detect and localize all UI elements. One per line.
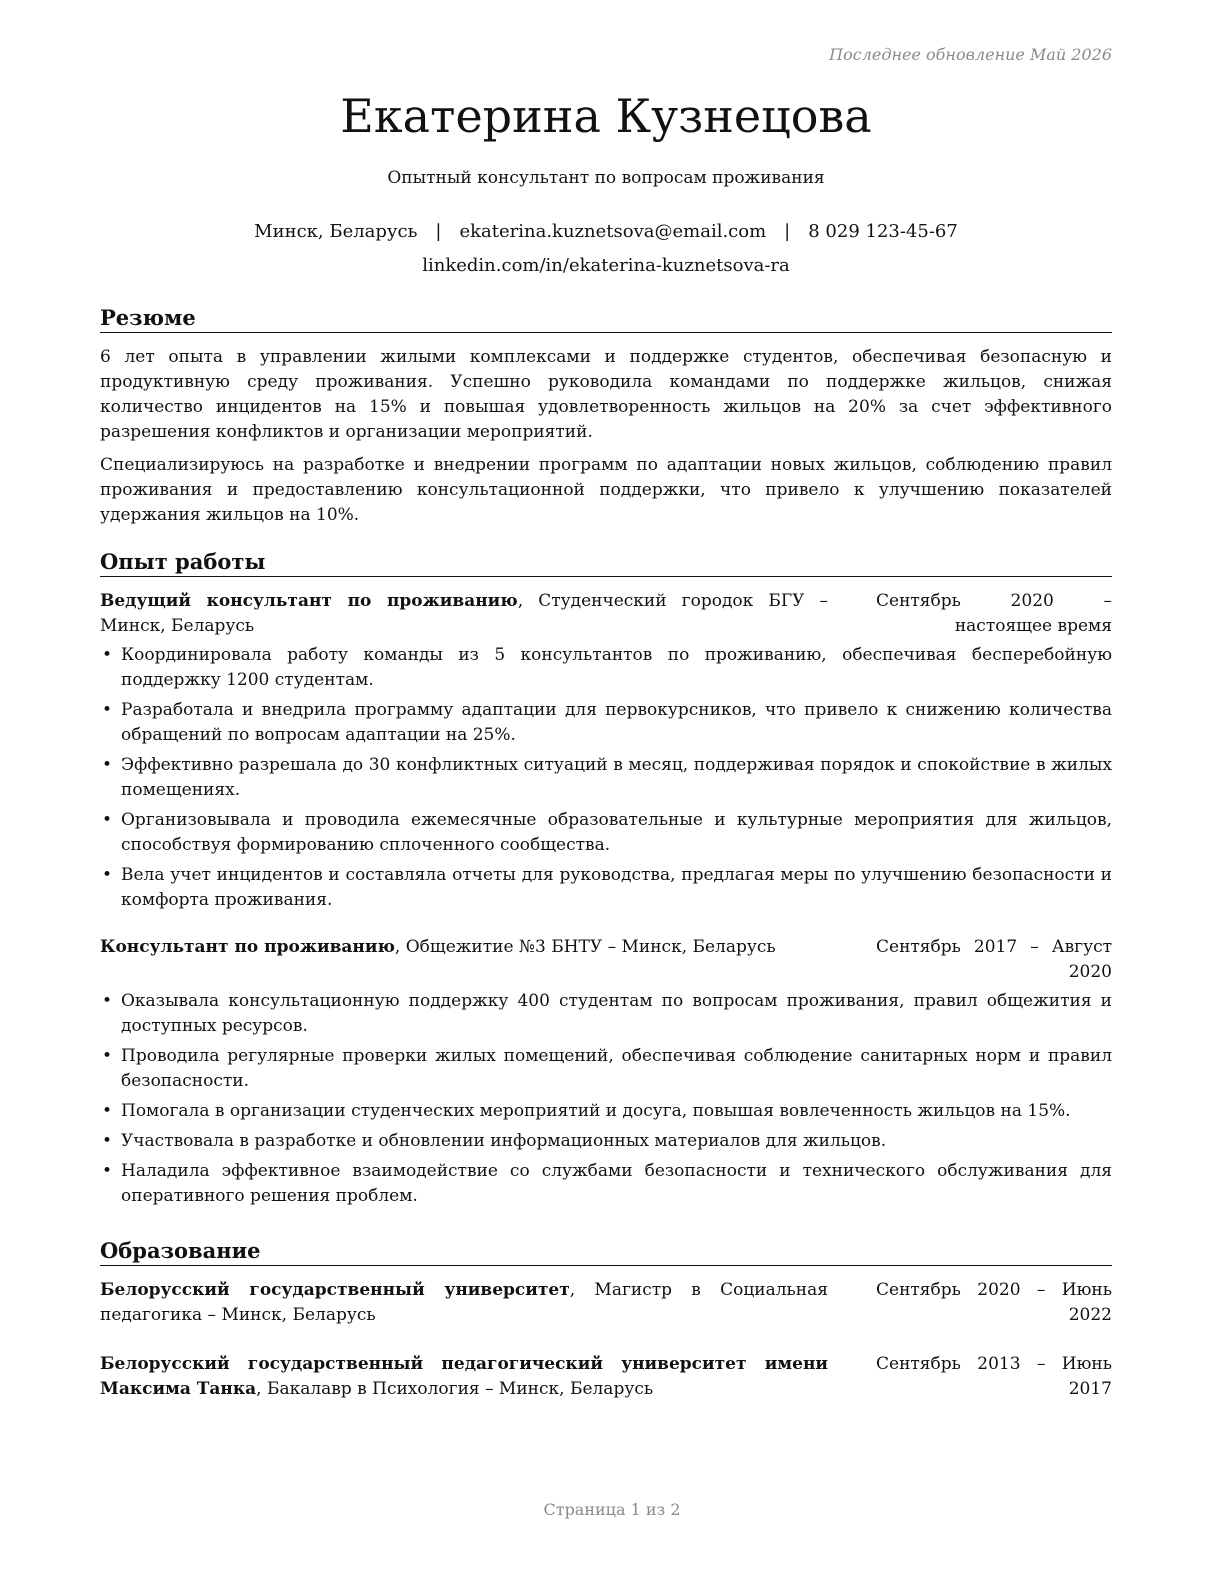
contact-separator: | [435, 221, 442, 242]
list-item [100, 1044, 1112, 1094]
bullet-icon: • [102, 1131, 113, 1151]
bullet-text: Помогала в организации студенческих мероприятий и досуга, повышая вовлеченность жильцов на 15%. [121, 1101, 1071, 1121]
education-section [100, 1237, 1112, 1402]
job-header [100, 589, 1112, 639]
list-item [100, 753, 1112, 803]
education-details: , Магистр в Социальная педагогика – Минск, Беларусь [100, 1280, 828, 1325]
job-place: , Общежитие №3 БНТУ – Минск, Беларусь [394, 937, 776, 957]
bullet-icon: • [102, 755, 113, 775]
page-number: Страница 1 из 2 [543, 1500, 681, 1519]
bullet-icon: • [102, 810, 113, 830]
candidate-name: Екатерина Кузнецова [340, 89, 872, 143]
bullet-icon: • [102, 1161, 113, 1181]
list-item [100, 1159, 1112, 1209]
list-item [100, 808, 1112, 858]
experience-title: Опыт работы [100, 548, 1112, 577]
bullet-icon: • [102, 1101, 113, 1121]
bullet-icon: • [102, 645, 113, 665]
education-institution: Белорусский государственный университет [100, 1280, 570, 1300]
list-item [100, 1099, 1112, 1124]
contact-separator: | [784, 221, 791, 242]
list-item [100, 863, 1112, 913]
education-dates: Сентябрь 2020 – Июнь 2022 [876, 1280, 1112, 1325]
job-dates: Сентябрь 2017 – Август 2020 [876, 937, 1112, 982]
summary-paragraph: 6 лет опыта в управлении жилыми комплексами и поддержке студентов, обеспечивая безопасную и продуктивную среду проживания. Успешно руководила командами по поддержке жильцов, снижая количество инцидентов на 15% и повышая удовлетворенность жильцов на 20% за счет эффективного разрешения конфликтов и организации мероприятий. [100, 347, 1112, 442]
bullet-text: Разработала и внедрила программу адаптации для первокурсников, что привело к снижению количества обращений по вопросам адаптации на 25%. [121, 700, 1112, 745]
bullet-text: Оказывала консультационную поддержку 400 студентам по вопросам проживания, правил общежития и доступных ресурсов. [121, 991, 1112, 1036]
list-item [100, 989, 1112, 1039]
contact-email[interactable]: ekaterina.kuznetsova@email.com [459, 221, 767, 242]
experience-section [100, 548, 1112, 1214]
contact-phone[interactable]: 8 029 123-45-67 [808, 221, 958, 242]
bullet-text: Эффективно разрешала до 30 конфликтных ситуаций в месяц, поддерживая порядок и спокойствие в жилых помещениях. [121, 755, 1112, 800]
job-bullets [100, 643, 1112, 913]
list-item [100, 643, 1112, 693]
education-entry [100, 1278, 1112, 1328]
bullet-icon: • [102, 865, 113, 885]
education-institution: Белорусский государственный педагогический университет имени Максима Танка [100, 1354, 828, 1399]
job-dates: Сентябрь 2020 – настоящее время [876, 591, 1112, 636]
job-role: Консультант по проживанию [100, 937, 395, 957]
bullet-text: Проводила регулярные проверки жилых помещений, обеспечивая соблюдение санитарных норм и правил безопасности. [121, 1046, 1112, 1091]
bullet-icon: • [102, 991, 113, 1011]
job-role: Ведущий консультант по проживанию [100, 591, 518, 611]
summary-section [100, 304, 1112, 536]
bullet-text: Координировала работу команды из 5 консультантов по проживанию, обеспечивая бесперебойную поддержку 1200 студентам. [121, 645, 1112, 690]
bullet-text: Участвовала в разработке и обновлении информационных материалов для жильцов. [121, 1131, 887, 1151]
contact-location: Минск, Беларусь [254, 221, 418, 242]
bullet-icon: • [102, 700, 113, 720]
job-entry [100, 935, 1112, 1209]
candidate-tagline: Опытный консультант по вопросам проживания [387, 168, 825, 188]
job-bullets [100, 989, 1112, 1209]
job-header [100, 935, 1112, 985]
last-updated: Последнее обновление Май 2026 [829, 45, 1112, 64]
education-dates: Сентябрь 2013 – Июнь 2017 [876, 1354, 1112, 1399]
bullet-icon: • [102, 1046, 113, 1066]
bullet-text: Вела учет инцидентов и составляла отчеты для руководства, предлагая меры по улучшению безопасности и комфорта проживания. [121, 865, 1112, 910]
education-entry [100, 1352, 1112, 1402]
education-details: , Бакалавр в Психология – Минск, Беларусь [256, 1379, 654, 1399]
education-title: Образование [100, 1237, 1112, 1266]
summary-paragraph: Специализируюсь на разработке и внедрении программ по адаптации новых жильцов, соблюдению правил проживания и предоставлению консультационной поддержки, что привело к улучшению показателей удержания жильцов на 10%. [100, 455, 1112, 525]
job-entry [100, 589, 1112, 913]
list-item [100, 1129, 1112, 1154]
contact-linkedin[interactable]: linkedin.com/in/ekaterina-kuznetsova-ra [422, 255, 790, 276]
bullet-text: Организовывала и проводила ежемесячные образовательные и культурные мероприятия для жильцов, способствуя формированию сплоченного сообщества. [121, 810, 1112, 855]
summary-title: Резюме [100, 304, 1112, 333]
job-place: , Студенческий городок БГУ – Минск, Беларусь [100, 591, 828, 636]
bullet-text: Наладила эффективное взаимодействие со службами безопасности и технического обслуживания для оперативного решения проблем. [121, 1161, 1112, 1206]
contact-line [100, 220, 1112, 244]
list-item [100, 698, 1112, 748]
